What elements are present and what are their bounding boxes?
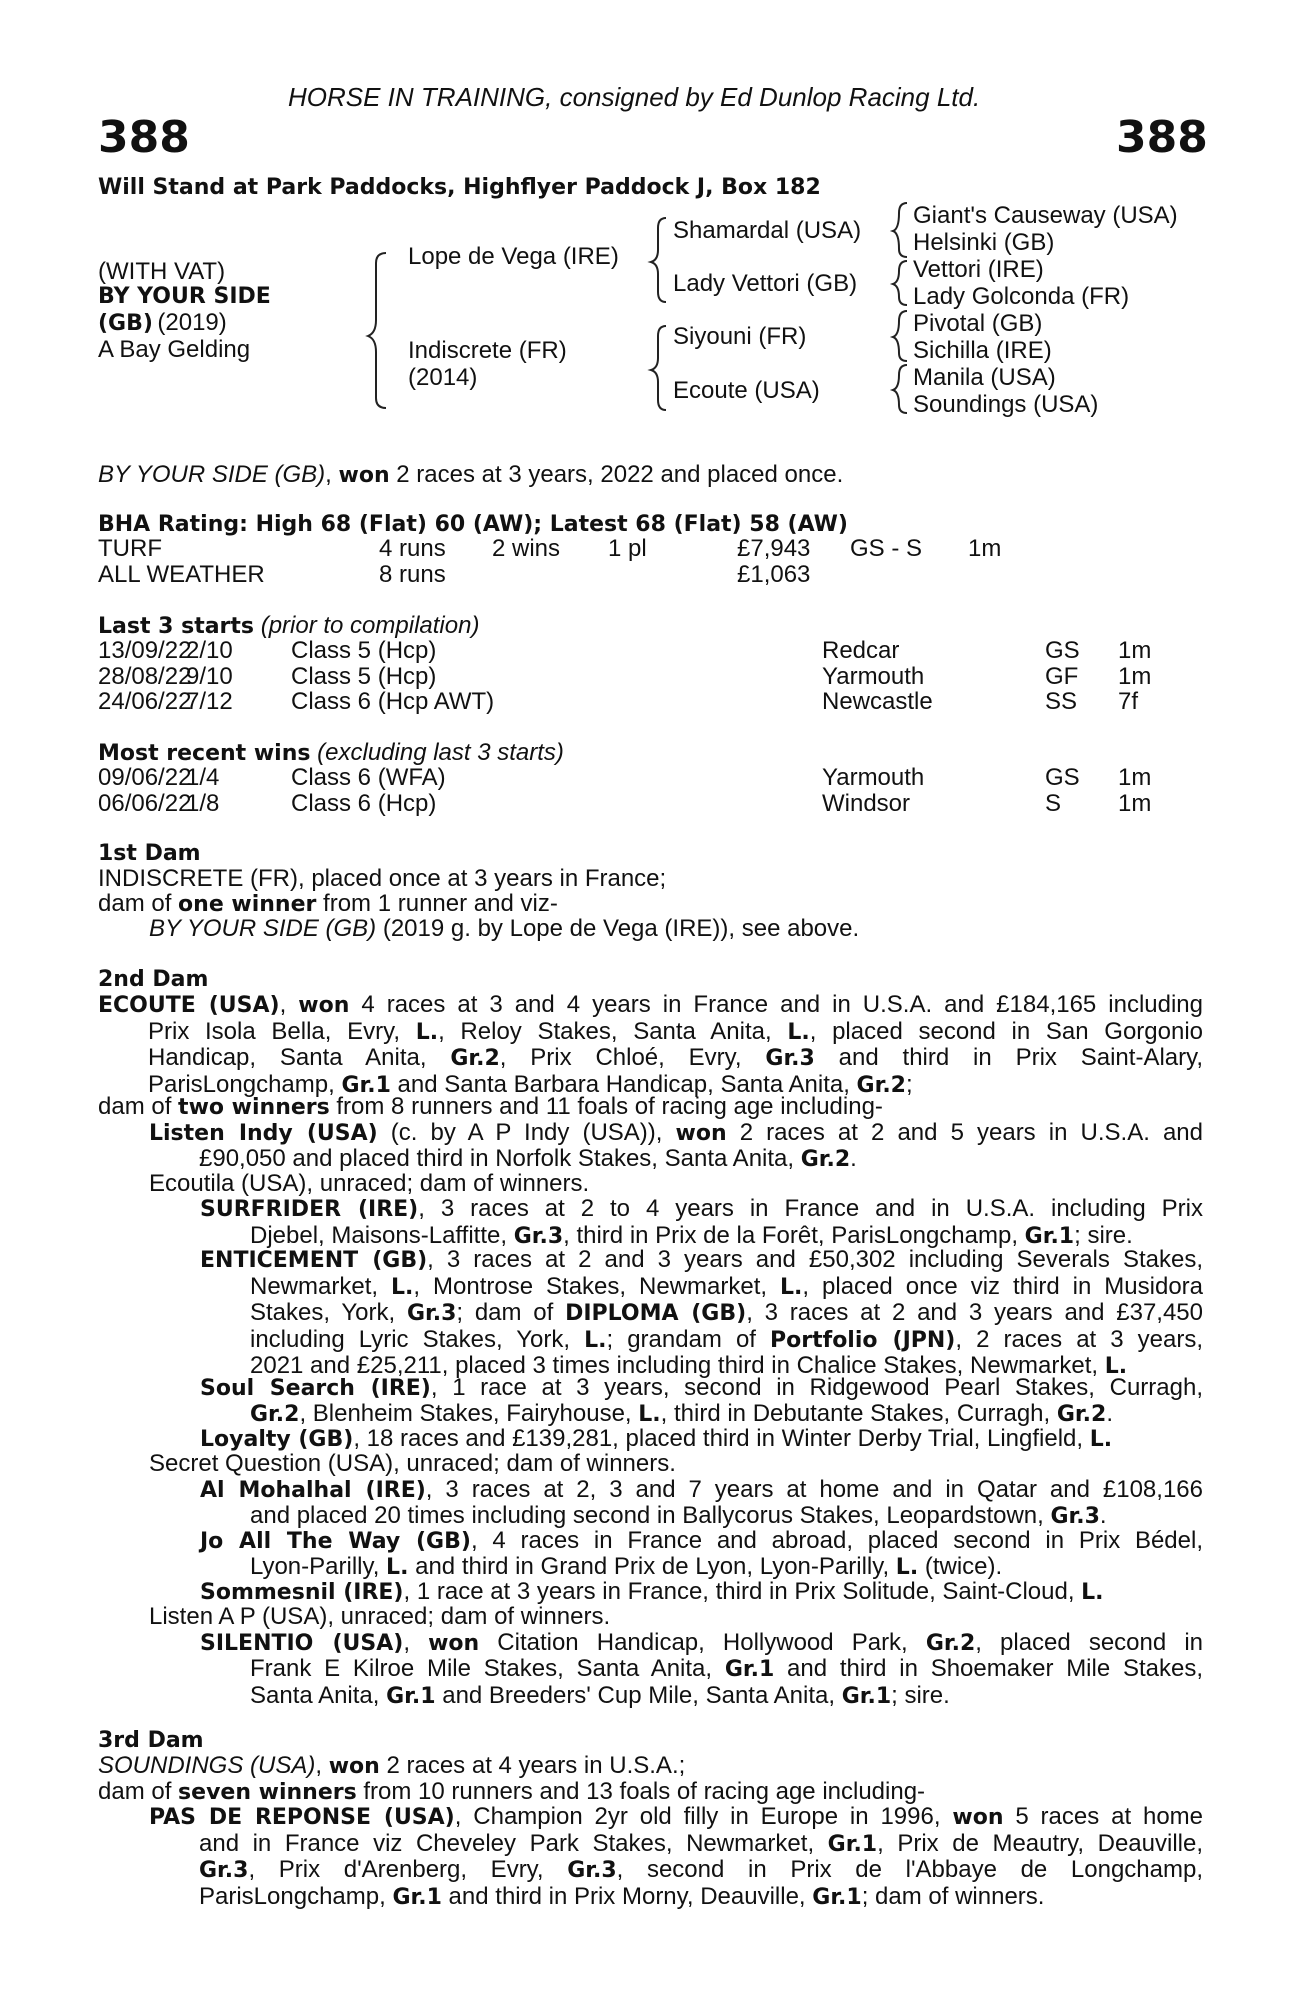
recent-title: Most recent wins	[98, 741, 311, 766]
turf-prize: £7,943	[737, 535, 811, 562]
pas-de-reponse-line: PAS DE REPONSE (USA), Champion 2yr old filly in Europe in 1996, won 5 races at home	[149, 1803, 1203, 1830]
enticement-line: 2021 and £25,211, placed 3 times including third in Chalice Stakes, Newmarket, L.	[250, 1352, 1128, 1379]
first-dam-produce-detail: (2019 g. by Lope de Vega (IRE)), see above.	[376, 915, 860, 942]
last3-class: Class 6 (Hcp AWT)	[291, 688, 495, 715]
silentio-line: Frank E Kilroe Mile Stakes, Santa Anita, Gr.1 and third in Shoemaker Mile Stakes,	[250, 1655, 1203, 1682]
recent-date: 06/06/22	[98, 789, 192, 817]
lot-number-right: 388	[1116, 112, 1208, 163]
turf-label: TURF	[98, 535, 162, 562]
recent-going: GS	[1045, 764, 1080, 791]
last3-row	[0, 689, 1314, 715]
recent-row	[0, 765, 1314, 791]
silentio-line: SILENTIO (USA), won Citation Handicap, Hollywood Park, Gr.2, placed second in	[200, 1628, 1203, 1656]
aw-label: ALL WEATHER	[98, 561, 265, 588]
recent-row	[0, 791, 1314, 817]
horse-year: (2019)	[157, 309, 227, 336]
ancestor-4: Lady Golconda (FR)	[913, 283, 1130, 310]
sire: Lope de Vega (IRE)	[408, 243, 619, 270]
pas-de-reponse-line: Gr.3, Prix d'Arenberg, Evry, Gr.3, second in Prix de l'Abbaye de Longchamp,	[199, 1856, 1204, 1883]
third-dam-title: 3rd Dam	[98, 1728, 204, 1753]
dam-sire: Siyouni (FR)	[673, 323, 807, 350]
ancestor-6: Sichilla (IRE)	[913, 337, 1052, 364]
ancestor-1: Giant's Causeway (USA)	[913, 202, 1178, 229]
last3-distance: 1m	[1118, 637, 1152, 664]
first-dam-produce-name: BY YOUR SIDE (GB)	[149, 915, 377, 942]
first-dam-line-1: INDISCRETE (FR), placed once at 3 years in France;	[98, 865, 667, 892]
last3-going: GS	[1045, 637, 1080, 664]
al-mohalhal-line: Al Mohalhal (IRE), 3 races at 2, 3 and 7 years at home and in Qatar and £108,166	[200, 1475, 1203, 1503]
second-dam-produce-summary	[98, 1094, 1203, 1121]
soul-search	[200, 1375, 1203, 1428]
last3-class: Class 5 (Hcp)	[291, 662, 437, 690]
aw-runs: 8 runs	[379, 561, 446, 588]
turf-placed: 1 pl	[608, 535, 647, 562]
al-mohalhal	[200, 1477, 1203, 1530]
race-summary: BY YOUR SIDE (GB), won 2 races at 3 years, 2022 and placed once.	[98, 461, 844, 488]
sire-dam: Lady Vettori (GB)	[673, 270, 858, 297]
turf-runs: 4 runs	[379, 535, 446, 562]
soul-search-line: Soul Search (IRE), 1 race at 3 years, second in Ridgewood Pearl Stakes, Curragh,	[200, 1373, 1203, 1401]
first-dam-damof: dam of	[98, 890, 179, 917]
bha-rating-title: BHA Rating: High 68 (Flat) 60 (AW); Latest 68 (Flat) 58 (AW)	[98, 512, 848, 537]
secret-question	[149, 1451, 1203, 1477]
pas-de-reponse-line: ParisLongchamp, Gr.1 and third in Prix Morny, Deauville, Gr.1; dam of winners.	[199, 1882, 1045, 1910]
loyalty	[200, 1426, 1203, 1453]
horse-country: (GB)	[98, 311, 153, 336]
vat-note: (WITH VAT)	[98, 258, 226, 285]
turf-distance: 1m	[968, 535, 1002, 562]
secret-question-line: Secret Question (USA), unraced; dam of winners.	[149, 1450, 676, 1477]
first-dam-runners: from 1 runner and viz-	[316, 890, 558, 917]
listen-indy-line: £90,050 and placed third in Norfolk Stakes, Santa Anita, Gr.2.	[199, 1145, 857, 1172]
dam: Indiscrete (FR)	[408, 337, 567, 364]
ecoute-record-line: Handicap, Santa Anita, Gr.2, Prix Chloé, Evry, Gr.3 and third in Prix Saint-Alary,	[148, 1044, 1204, 1071]
listen-a-p-line: Listen A P (USA), unraced; dam of winners.	[149, 1603, 611, 1630]
first-dam-winners: one winner	[178, 892, 317, 917]
recent-note: (excluding last 3 starts)	[310, 739, 564, 766]
last3-row	[0, 664, 1314, 690]
enticement	[200, 1247, 1203, 1380]
last3-class: Class 5 (Hcp)	[291, 637, 437, 664]
last3-date: 13/09/22	[98, 637, 192, 664]
soundings-record	[98, 1753, 1203, 1780]
ecoute-record	[98, 992, 1203, 1098]
last3-date: 24/06/22	[98, 688, 192, 715]
first-dam-title: 1st Dam	[98, 841, 201, 866]
recent-heading	[98, 740, 564, 767]
last3-row	[0, 638, 1314, 664]
last3-position: 7/12	[186, 688, 233, 715]
ecoute-record-line: ParisLongchamp, Gr.1 and Santa Barbara Handicap, Santa Anita, Gr.2;	[148, 1070, 913, 1098]
recent-position: 1/8	[186, 789, 220, 817]
ecoute-record-line: Prix Isola Bella, Evry, L., Reloy Stakes, Santa Anita, L., placed second in San Gorgonio	[148, 1017, 1204, 1045]
stabling-location: Will Stand at Park Paddocks, Highflyer Paddock J, Box 182	[98, 175, 821, 200]
recent-class: Class 6 (Hcp)	[291, 789, 437, 817]
lot-number-left: 388	[98, 112, 190, 163]
jo-all-the-way-line: Lyon-Parilly, L. and third in Grand Prix de Lyon, Lyon-Parilly, L. (twice).	[250, 1553, 1003, 1580]
enticement-line: including Lyric Stakes, York, L.; grandam of Portfolio (JPN), 2 races at 3 years,	[250, 1325, 1203, 1353]
last3-note: (prior to compilation)	[254, 612, 480, 639]
last3-date: 28/08/22	[98, 662, 192, 690]
recent-going: S	[1045, 789, 1062, 817]
first-dam-line-2	[98, 891, 558, 918]
listen-indy	[149, 1120, 1203, 1173]
third-dam-produce-summary	[98, 1779, 1203, 1806]
last3-going: SS	[1045, 688, 1078, 715]
all-weather-row	[0, 562, 1314, 588]
last3-course: Yarmouth	[822, 662, 925, 690]
recent-distance: 1m	[1118, 789, 1152, 817]
sommesnil	[200, 1579, 1203, 1606]
sire-sire: Shamardal (USA)	[673, 217, 862, 244]
listen-a-p	[149, 1604, 1203, 1630]
dam-dam: Ecoute (USA)	[673, 377, 820, 404]
ancestor-8: Soundings (USA)	[913, 391, 1099, 418]
pas-de-reponse	[149, 1804, 1203, 1910]
last3-distance: 1m	[1118, 662, 1152, 690]
jo-all-the-way-line: Jo All The Way (GB), 4 races in France and abroad, placed second in Prix Bédel,	[200, 1526, 1204, 1554]
last3-course: Redcar	[822, 637, 900, 664]
last3-heading	[98, 613, 479, 640]
dam-year: (2014)	[408, 364, 478, 391]
silentio-line: Santa Anita, Gr.1 and Breeders' Cup Mile, Santa Anita, Gr.1; sire.	[250, 1681, 950, 1709]
enticement-line: ENTICEMENT (GB), 3 races at 2 and 3 years and £50,302 including Severals Stakes,	[200, 1246, 1203, 1273]
third-dam-produce-summary-line: dam of seven winners from 10 runners and 13 foals of racing age including-	[98, 1777, 926, 1805]
second-dam-produce-summary-line: dam of two winners from 8 runners and 11 foals of racing age including-	[98, 1093, 883, 1120]
recent-course: Yarmouth	[822, 764, 925, 791]
turf-row	[0, 536, 1314, 562]
recent-date: 09/06/22	[98, 764, 192, 791]
ancestor-2: Helsinki (GB)	[913, 229, 1055, 256]
last3-distance: 7f	[1118, 688, 1139, 715]
recent-class: Class 6 (WFA)	[291, 764, 446, 791]
last3-going: GF	[1045, 662, 1079, 690]
ecoute-record-line: ECOUTE (USA), won 4 races at 3 and 4 years in France and in U.S.A. and £184,165 including	[98, 991, 1203, 1018]
summary-rest: 2 races at 3 years, 2022 and placed once.	[389, 461, 844, 488]
last3-position: 9/10	[186, 662, 233, 690]
surfrider-line: SURFRIDER (IRE), 3 races at 2 to 4 years in France and in U.S.A. including Prix	[200, 1195, 1203, 1222]
surfrider-line: Djebel, Maisons-Laffitte, Gr.3, third in Prix de la Forêt, ParisLongchamp, Gr.1; sire.	[250, 1221, 1133, 1249]
last3-title: Last 3 starts	[98, 614, 255, 639]
enticement-line: Stakes, York, Gr.3; dam of DIPLOMA (GB), 3 races at 2 and 3 years and £37,450	[250, 1299, 1204, 1326]
second-dam-title: 2nd Dam	[98, 967, 209, 992]
recent-course: Windsor	[822, 789, 911, 817]
consignment-line: HORSE IN TRAINING, consigned by Ed Dunlop Racing Ltd.	[288, 82, 981, 112]
ancestor-7: Manila (USA)	[913, 364, 1056, 391]
last3-course: Newcastle	[822, 688, 933, 715]
first-dam-line-3	[149, 916, 859, 942]
al-mohalhal-line: and placed 20 times including second in Ballycorus Stakes, Leopardstown, Gr.3.	[250, 1502, 1107, 1529]
soul-search-line: Gr.2, Blenheim Stakes, Fairyhouse, L., third in Debutante Stakes, Curragh, Gr.2.	[250, 1400, 1113, 1427]
listen-indy-line: Listen Indy (USA) (c. by A P Indy (USA)), won 2 races at 2 and 5 years in U.S.A. and	[149, 1118, 1203, 1146]
aw-prize: £1,063	[737, 561, 811, 588]
ecoutila	[149, 1171, 1203, 1197]
recent-position: 1/4	[186, 764, 220, 791]
recent-distance: 1m	[1118, 764, 1152, 791]
turf-wins: 2 wins	[492, 535, 561, 562]
surfrider	[200, 1196, 1203, 1249]
summary-won: won	[338, 463, 390, 488]
turf-going: GS - S	[850, 535, 923, 562]
sommesnil-line: Sommesnil (IRE), 1 race at 3 years in France, third in Prix Solitude, Saint-Cloud, L.	[200, 1577, 1104, 1605]
horse-name: BY YOUR SIDE	[98, 284, 271, 309]
soundings-record-line: SOUNDINGS (USA), won 2 races at 4 years in U.S.A.;	[98, 1752, 686, 1779]
ecoutila-line: Ecoutila (USA), unraced; dam of winners.	[149, 1169, 590, 1197]
ancestor-5: Pivotal (GB)	[913, 310, 1043, 337]
loyalty-line: Loyalty (GB), 18 races and £139,281, placed third in Winter Derby Trial, Lingfield, L.	[200, 1424, 1113, 1452]
ancestor-3: Vettori (IRE)	[913, 256, 1044, 283]
jo-all-the-way	[200, 1528, 1203, 1581]
enticement-line: Newmarket, L., Montrose Stakes, Newmarket, L., placed once viz third in Musidora	[250, 1272, 1204, 1300]
summary-horse-name: BY YOUR SIDE (GB)	[98, 461, 326, 488]
silentio	[200, 1630, 1203, 1710]
last3-position: 2/10	[186, 637, 233, 664]
pas-de-reponse-line: and in France viz Cheveley Park Stakes, Newmarket, Gr.1, Prix de Meautry, Deauville,	[199, 1829, 1203, 1857]
horse-description: A Bay Gelding	[98, 336, 251, 363]
